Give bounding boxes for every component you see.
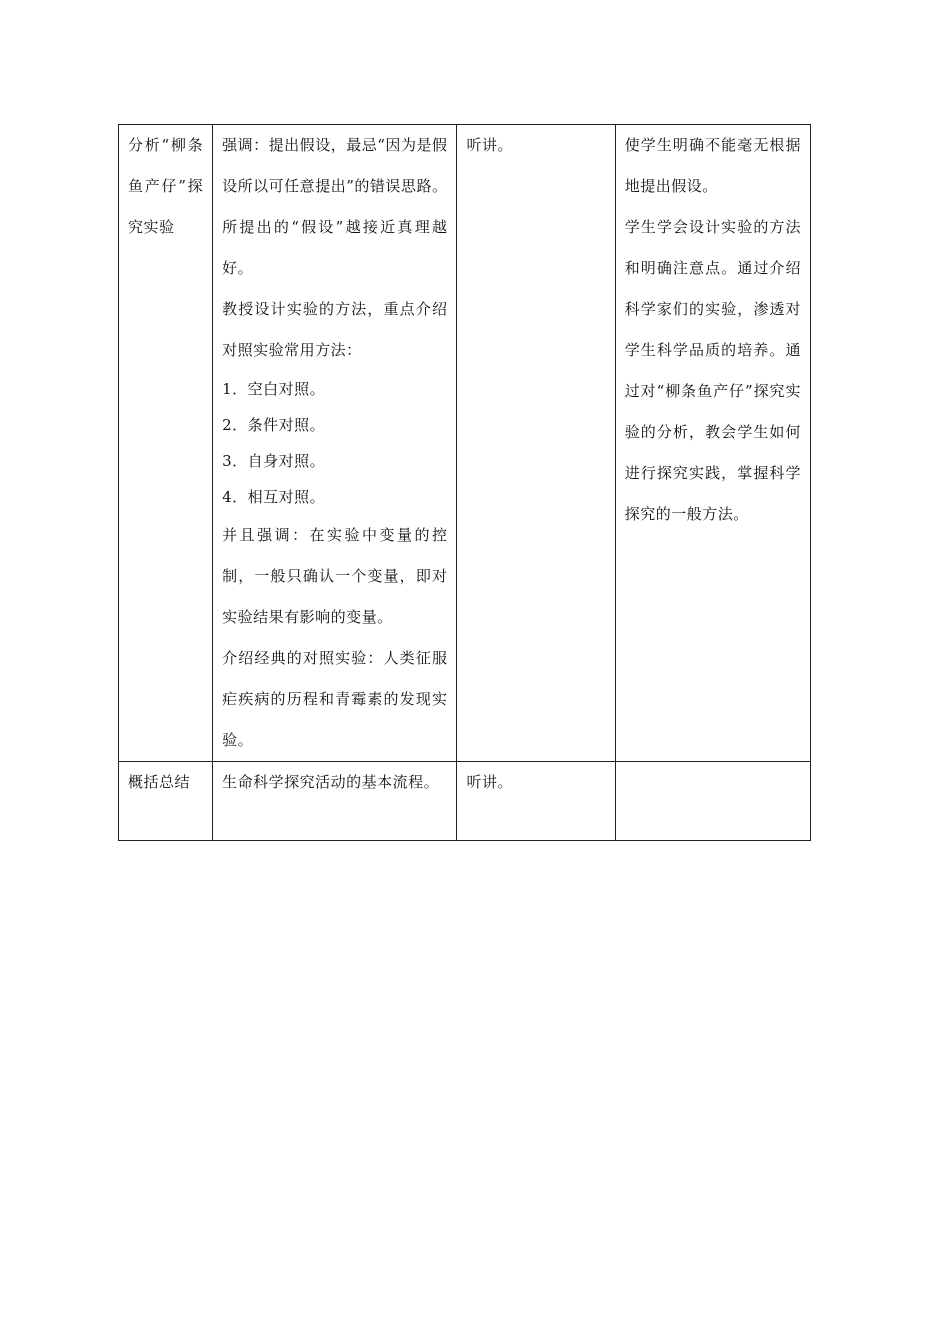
teacher-activity-cell: [213, 762, 457, 841]
student-text: 听讲。: [466, 773, 513, 791]
student-activity-cell: [457, 762, 615, 841]
stage-text: 概括总结: [128, 773, 191, 791]
design-intent-cell: [615, 762, 810, 841]
stage-cell: [119, 125, 213, 762]
control-method-item: 1．空白对照。: [222, 380, 326, 398]
teacher-activity-cell: [213, 125, 457, 762]
lesson-plan-table: [118, 124, 811, 841]
control-method-item: 2．条件对照。: [222, 416, 326, 434]
teacher-paragraph: 强调：提出假设，最忌“因为是假设所以可任意提出”的错误思路。所提出的“假设”越接近真理越好。: [222, 136, 448, 277]
stage-cell: [119, 762, 213, 841]
design-intent-cell: [615, 125, 810, 762]
intent-paragraph: 学生学会设计实验的方法和明确注意点。通过介绍科学家们的实验，渗透对学生科学品质的培养。通过对“柳条鱼产仔”探究实验的分析，教会学生如何进行探究实践，掌握科学探究的一般方法。: [624, 218, 801, 523]
teacher-paragraph: 并且强调：在实验中变量的控制，一般只确认一个变量，即对实验结果有影响的变量。: [222, 526, 448, 626]
table-row: [119, 125, 811, 762]
teacher-paragraph: 介绍经典的对照实验：人类征服疟疾病的历程和青霉素的发现实验。: [222, 649, 448, 749]
teacher-paragraph: 生命科学探究活动的基本流程。: [222, 773, 440, 791]
intent-paragraph: 使学生明确不能毫无根据地提出假设。: [624, 136, 801, 195]
student-activity-cell: [457, 125, 615, 762]
control-method-item: 3．自身对照。: [222, 452, 326, 470]
stage-text: 分析“柳条鱼产仔”探究实验: [128, 136, 204, 236]
table-row: [119, 762, 811, 841]
control-method-item: 4．相互对照。: [222, 488, 326, 506]
student-text: 听讲。: [466, 136, 513, 154]
teacher-paragraph: 教授设计实验的方法，重点介绍对照实验常用方法：: [222, 300, 448, 359]
